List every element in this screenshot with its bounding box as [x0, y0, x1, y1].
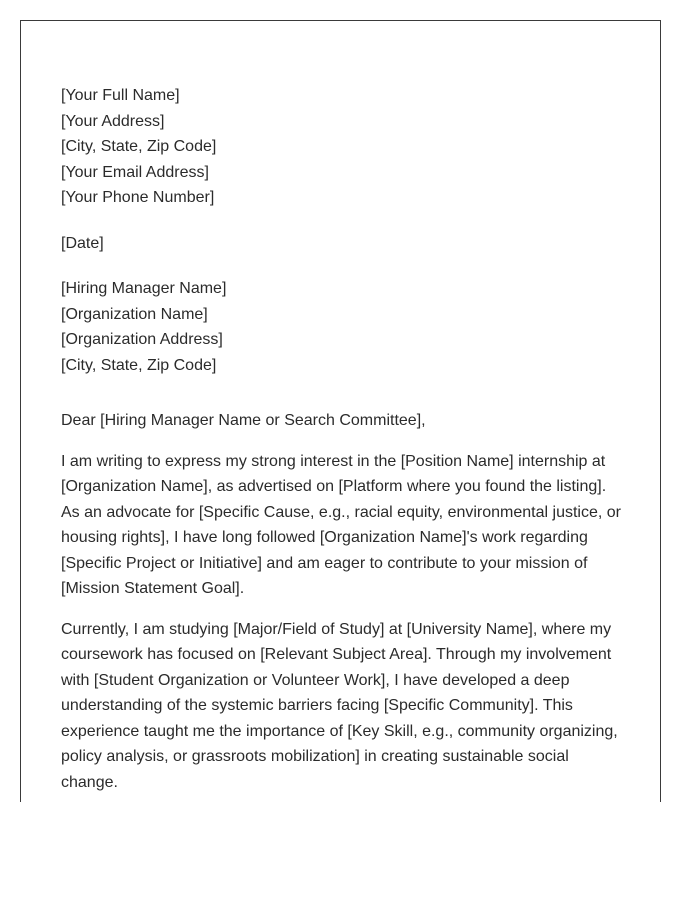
date-block — [61, 231, 631, 257]
recipient-city-state-zip: [City, State, Zip Code] — [61, 356, 217, 374]
sender-email: [Your Email Address] — [61, 163, 209, 181]
paragraph-line: I am writing to express my strong interest in the [Position Name] internship at — [61, 452, 606, 470]
body-paragraph-1 — [61, 449, 631, 602]
sender-address: [Your Address] — [61, 112, 165, 130]
recipient-organization-name: [Organization Name] — [61, 305, 208, 323]
letter-page — [20, 20, 661, 802]
paragraph-line: policy analysis, or grassroots mobilization] in creating sustainable social — [61, 748, 569, 765]
paragraph-line: coursework has focused on [Relevant Subject Area]. Through my involvement — [61, 646, 612, 663]
body-paragraph-2 — [61, 617, 631, 796]
letter-date: [Date] — [61, 234, 104, 252]
sender-phone: [Your Phone Number] — [61, 189, 215, 206]
paragraph-line: Currently, I am studying [Major/Field of Study] at [University Name], where my — [61, 620, 612, 638]
paragraph-line: experience taught me the importance of [Key Skill, e.g., community organizing, — [61, 722, 618, 740]
letter-content — [61, 83, 631, 795]
salutation — [61, 408, 631, 434]
paragraph-line: understanding of the systemic barriers facing [Specific Community]. This — [61, 697, 573, 714]
paragraph-line: with [Student Organization or Volunteer Work], I have developed a deep — [61, 671, 570, 689]
paragraph-line: housing rights], I have long followed [Organization Name]'s work regarding — [61, 529, 588, 546]
recipient-hiring-manager: [Hiring Manager Name] — [61, 280, 227, 297]
paragraph-line: [Specific Project or Initiative] and am eager to contribute to your mission of — [61, 554, 588, 572]
salutation-text: Dear [Hiring Manager Name or Search Committee], — [61, 412, 426, 429]
recipient-block — [61, 276, 631, 378]
paragraph-line: [Organization Name], as advertised on [Platform where you found the listing]. — [61, 478, 607, 495]
recipient-organization-address: [Organization Address] — [61, 331, 223, 348]
sender-city-state-zip: [City, State, Zip Code] — [61, 138, 217, 155]
paragraph-line: change. — [61, 773, 118, 791]
sender-full-name: [Your Full Name] — [61, 87, 180, 104]
sender-block — [61, 83, 631, 211]
paragraph-line: As an advocate for [Specific Cause, e.g., racial equity, environmental justice, or — [61, 503, 621, 521]
paragraph-line: [Mission Statement Goal]. — [61, 580, 245, 597]
